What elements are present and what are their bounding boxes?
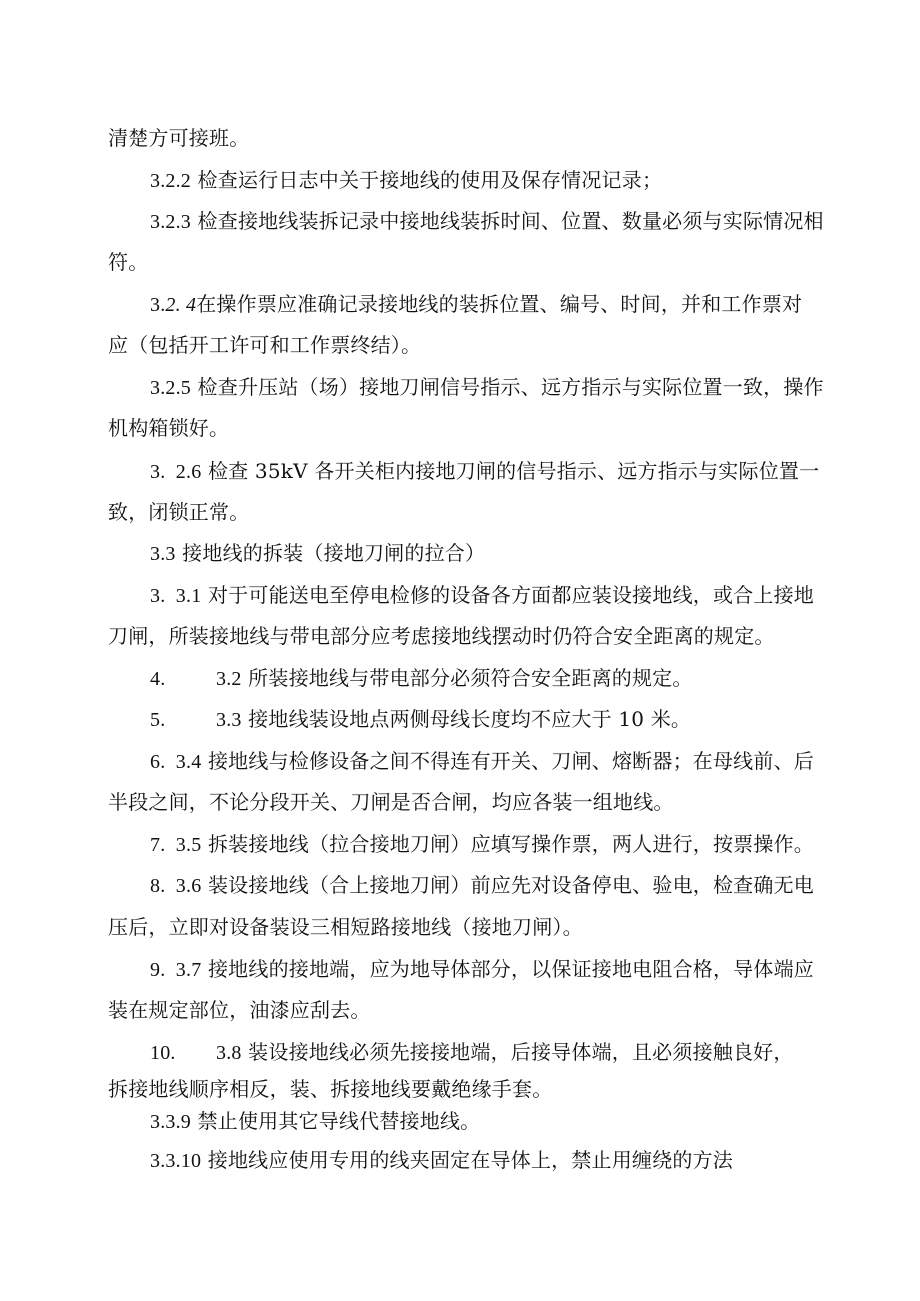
section-number: 7. 3.5 (150, 834, 202, 856)
section-number: 3. 2.6 (150, 461, 202, 483)
section-number: 3. 3.1 (150, 585, 202, 607)
paragraph-line (150, 832, 814, 857)
line-text: 接地线装设地点两侧母线长度均不应大于 10 米。 (241, 707, 692, 731)
line-text: 检查 35kV 各开关柜内接地刀闸的信号指示、远方指示与实际位置一 (201, 459, 820, 483)
line-text: 所装接地线与带电部分必须符合安全距离的规定。 (241, 666, 693, 690)
line-text: 清楚方可接班。 (108, 126, 250, 150)
paragraph-line (150, 749, 814, 774)
paragraph-line (150, 292, 802, 317)
paragraph-line (150, 209, 824, 234)
line-text: 机构箱锁好。 (108, 416, 230, 440)
section-number: 3.8 (216, 1042, 242, 1064)
line-text: 刀闸，所装接地线与带电部分应考虑接地线摆动时仍符合安全距离的规定。 (108, 624, 775, 648)
section-number: 3.2.2 (150, 170, 191, 192)
section-number: 3.3 (150, 543, 176, 565)
line-text: 拆装接地线（拉合接地刀闸）应填写操作票，两人进行，按票操作。 (201, 832, 814, 856)
paragraph-line (150, 1040, 794, 1065)
line-text: 致，闭锁正常。 (108, 500, 250, 524)
line-text: 在操作票应准确记录接地线的装拆位置、编号、时间，并和工作票对 (196, 292, 803, 316)
section-number: 3.3.10 (150, 1150, 202, 1172)
line-text: 半段之间，不论分段开关、刀闸是否合闸，均应各装一组地线。 (108, 790, 674, 814)
line-text: 接地线的接地端，应为地导体部分，以保证接地电阻合格，导体端应 (201, 957, 814, 981)
line-text: 禁止使用其它导线代替接地线。 (191, 1109, 481, 1133)
list-number: 4. (150, 668, 166, 690)
line-text: 检查运行日志中关于接地线的使用及保存情况记录； (191, 168, 663, 192)
paragraph-line (108, 416, 229, 440)
paragraph-line (108, 1077, 552, 1101)
paragraph-line (150, 168, 662, 193)
line-text: 检查接地线装拆记录中接地线装拆时间、位置、数量必须与实际情况相 (191, 209, 824, 233)
line-text: 符。 (108, 250, 149, 274)
section-number: 8. 3.6 (150, 875, 202, 897)
paragraph-line (108, 333, 421, 357)
paragraph-line (108, 998, 371, 1022)
section-number: 3.2.3 (150, 211, 191, 233)
paragraph-line (150, 1148, 733, 1173)
line-text: 接地线与检修设备之间不得连有开关、刀闸、熔断器；在母线前、后 (201, 749, 814, 773)
line-text: 拆接地线顺序相反，装、拆接地线要戴绝缘手套。 (108, 1077, 553, 1101)
paragraph-line (108, 790, 674, 814)
paragraph-line (150, 873, 814, 898)
paragraph-line (108, 624, 775, 648)
section-number: 9. 3.7 (150, 959, 202, 981)
section-number: 6. 3.4 (150, 751, 202, 773)
line-text: 应（包括开工许可和工作票终结）。 (108, 333, 422, 357)
paragraph-line (150, 459, 819, 484)
paragraph-line (108, 126, 249, 150)
line-text: 装设接地线（合上接地刀闸）前应先对设备停电、验电，检查确无电 (201, 873, 814, 897)
section-number-italic: 2. 4 (165, 294, 197, 316)
paragraph-line (150, 1109, 480, 1134)
section-number: 3.2.5 (150, 377, 191, 399)
section-number: 3.3 (216, 709, 242, 731)
paragraph-line (150, 583, 814, 608)
paragraph-line (150, 541, 485, 566)
paragraph-line (108, 915, 583, 939)
list-number: 5. (150, 709, 166, 731)
line-text: 装在规定部位，油漆应刮去。 (108, 998, 371, 1022)
paragraph-line (150, 375, 824, 400)
line-text: 装设接地线必须先接接地端，后接导体端，且必须接触良好， (241, 1040, 794, 1064)
paragraph-line (108, 250, 148, 274)
paragraph-line (150, 957, 814, 982)
line-text: 压后，立即对设备装设三相短路接地线（接地刀闸）。 (108, 915, 583, 939)
section-number: 3.2 (216, 668, 242, 690)
line-text: 接地线应使用专用的线夹固定在导体上，禁止用缠绕的方法 (201, 1148, 733, 1172)
line-text: 检查升压站（场）接地刀闸信号指示、远方指示与实际位置一致，操作 (191, 375, 824, 399)
section-number: 3. (150, 294, 166, 316)
list-number: 10. (150, 1042, 176, 1064)
section-number: 3.3.9 (150, 1111, 191, 1133)
line-text: 接地线的拆装（接地刀闸的拉合） (175, 541, 486, 565)
paragraph-line (150, 666, 693, 691)
line-text: 对于可能送电至停电检修的设备各方面都应装设接地线，或合上接地 (201, 583, 814, 607)
paragraph-line (150, 707, 691, 732)
paragraph-line (108, 500, 249, 524)
